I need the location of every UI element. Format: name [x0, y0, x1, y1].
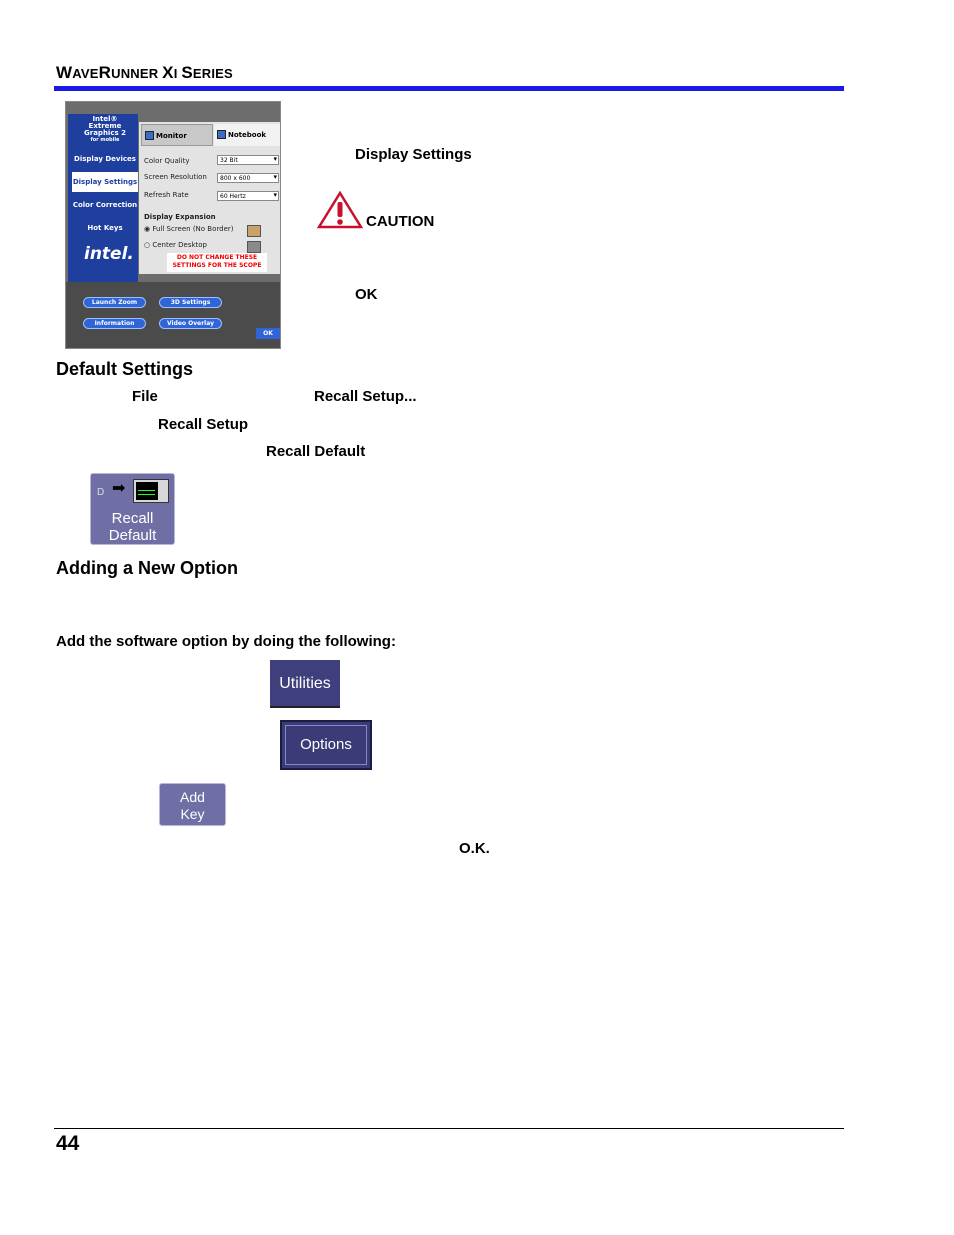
- refresh-rate-select: 60 Hertz ▾: [217, 191, 279, 201]
- default-settings-heading: Default Settings: [56, 359, 194, 379]
- display-expansion-title: Display Expansion: [144, 213, 216, 221]
- screen-resolution-select: 800 x 600 ▾: [217, 173, 279, 183]
- options-button[interactable]: Options: [280, 720, 372, 770]
- recall-setup-menu-label: Recall Setup...: [314, 388, 417, 405]
- 3d-settings-button: 3D Settings: [159, 297, 222, 308]
- scope-warning: DO NOT CHANGE THESE SETTINGS FOR THE SCOPE: [167, 253, 267, 272]
- notebook-icon: [217, 130, 226, 139]
- setting-label: Screen Resolution: [144, 173, 207, 181]
- radio-center-desktop: ○ Center Desktop: [144, 241, 207, 249]
- ok-confirm-label: O.K.: [459, 840, 490, 857]
- add-option-instruction: Add the software option by doing the following:: [56, 633, 396, 650]
- page-number: 44: [56, 1132, 80, 1155]
- oscilloscope-icon: [133, 479, 169, 503]
- full-screen-thumbnail-icon: [247, 225, 261, 237]
- caution-label: CAUTION: [366, 213, 435, 230]
- radio-full-screen: ◉ Full Screen (No Border): [144, 225, 234, 233]
- settings-panel: [139, 122, 281, 274]
- nav-display-settings: Display Settings: [72, 172, 138, 192]
- intel-display-dialog-screenshot: [65, 101, 281, 349]
- launch-zoom-button: Launch Zoom: [83, 297, 146, 308]
- default-d-icon: D: [97, 487, 105, 498]
- footer-rule: [54, 1128, 844, 1129]
- monitor-icon: [145, 131, 154, 140]
- brand-text: Intel® Extreme Graphics 2 for mobile: [84, 115, 126, 143]
- adding-option-heading: Adding a New Option: [56, 558, 238, 578]
- color-quality-select: 32 Bit ▾: [217, 155, 279, 165]
- arrow-right-icon: ➡: [112, 480, 126, 497]
- nav-display-devices: Display Devices: [74, 155, 136, 163]
- running-header: WAVERUNNER XI SERIES: [56, 63, 233, 82]
- add-key-button[interactable]: Add Key: [159, 783, 226, 826]
- intel-logo: intel.: [84, 244, 134, 264]
- center-desktop-thumbnail-icon: [247, 241, 261, 253]
- recall-default-label: Recall Default: [266, 443, 366, 460]
- header-rule: [54, 86, 844, 91]
- dialog-ok-button: OK: [256, 328, 280, 339]
- file-menu-label: File: [132, 388, 158, 405]
- video-overlay-button: Video Overlay: [159, 318, 222, 329]
- recall-setup-label: Recall Setup: [158, 416, 249, 433]
- setting-label: Refresh Rate: [144, 191, 189, 199]
- display-settings-label: Display Settings: [355, 146, 472, 163]
- ok-label: OK: [355, 286, 378, 303]
- tab-notebook: Notebook: [214, 124, 280, 146]
- utilities-button[interactable]: Utilities: [270, 660, 340, 708]
- nav-hot-keys: Hot Keys: [87, 224, 123, 232]
- information-button: Information: [83, 318, 146, 329]
- nav-color-correction: Color Correction: [72, 201, 138, 209]
- tab-monitor: Monitor: [141, 124, 213, 146]
- setting-label: Color Quality: [144, 157, 190, 165]
- caution-icon: [317, 191, 363, 229]
- dialog-button-bar: [66, 282, 281, 349]
- recall-default-button[interactable]: D ➡ Recall Default: [90, 473, 175, 545]
